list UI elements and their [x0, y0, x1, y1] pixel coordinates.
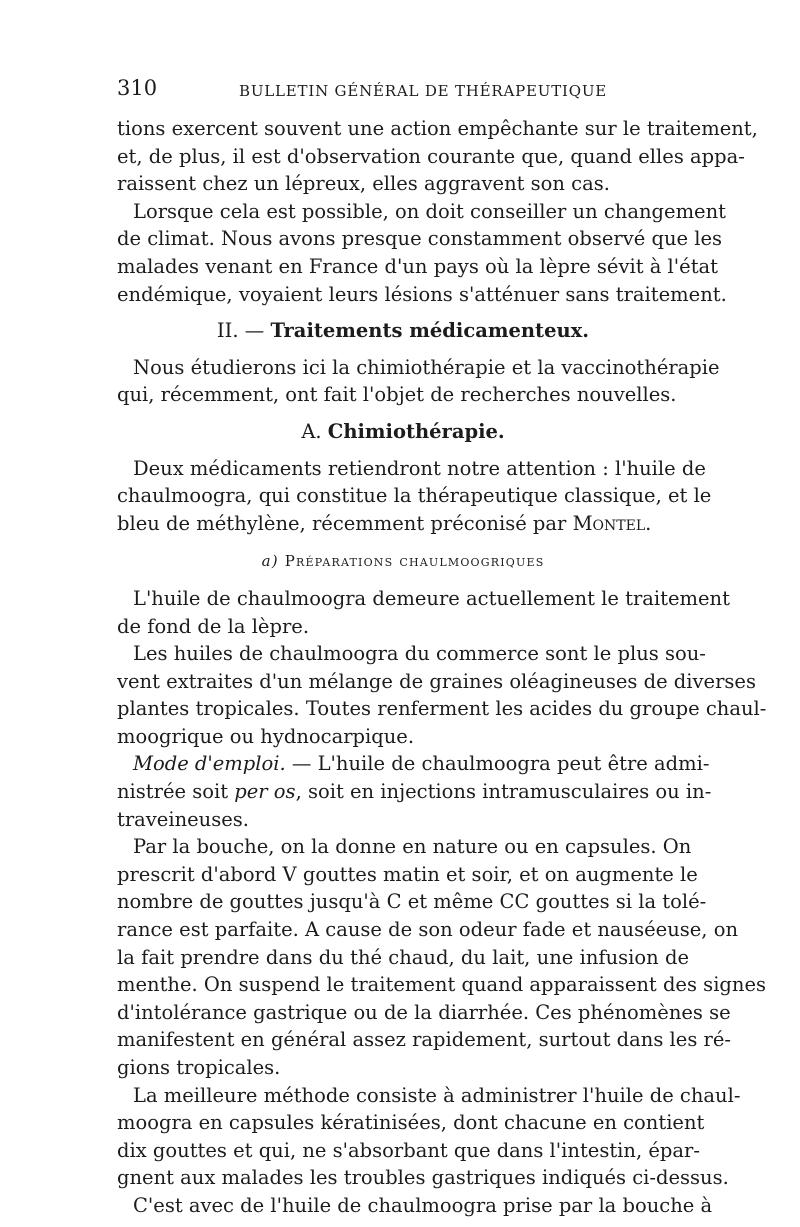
text-line: gnent aux malades les troubles gastriques indiqués ci-dessus. [117, 1166, 729, 1190]
text-line: prescrit d'abord V gouttes matin et soir, et on augmente le [117, 862, 698, 886]
text-line: la fait prendre dans du thé chaud, du lait, une infusion de [117, 945, 689, 969]
text-line: L'huile de chaulmoogra demeure actuellement le traitement [133, 586, 730, 610]
text-line: raissent chez un lépreux, elles aggravent son cas. [117, 172, 610, 196]
text-line: endémique, voyaient leurs lésions s'atténuer sans traitement. [117, 282, 727, 306]
section-heading-a [117, 418, 689, 446]
body-text [117, 115, 767, 1220]
text-line: nombre de gouttes jusqu'à C et même CC gouttes si la tolé- [117, 890, 707, 914]
text-line: plantes tropicales. Toutes renferment les acides du groupe chaul- [117, 697, 767, 721]
section-number: A. [301, 419, 322, 443]
subsection-heading [117, 548, 689, 576]
text-line [117, 778, 712, 806]
page-number: 310 [117, 76, 158, 100]
text-fragment: bleu de méthylène, récemment préconisé par [117, 511, 567, 535]
section-heading-ii [117, 317, 689, 345]
subsection-title: Préparations chaulmoogriques [284, 552, 545, 571]
text-line: manifestent en général assez rapidement, surtout dans les ré- [117, 1028, 731, 1052]
text-line: Deux médicaments retiendront notre attention : l'huile de [133, 456, 706, 480]
text-line: La meilleure méthode consiste à administrer l'huile de chaul- [133, 1083, 741, 1107]
text-line: Par la bouche, on la donne en nature ou en capsules. On [133, 835, 692, 859]
text-line: Lorsque cela est possible, on doit conseiller un changement [133, 199, 726, 223]
running-title: BULLETIN GÉNÉRAL DE THÉRAPEUTIQUE [239, 82, 608, 100]
section-title: Traitements médicamenteux. [270, 319, 590, 343]
text-line: de climat. Nous avons presque constamment observé que les [117, 227, 723, 251]
text-line: qui, récemment, ont fait l'objet de recherches nouvelles. [117, 383, 677, 407]
page-header [117, 76, 687, 102]
text-line: malades venant en France d'un pays où la lèpre sévit à l'état [117, 254, 718, 278]
text-line: Nous étudierons ici la chimiothérapie et la vaccinothérapie [133, 355, 720, 379]
text-line: vent extraites d'un mélange de graines oléagineuses de diverses [117, 669, 756, 693]
text-line: de fond de la lèpre. [117, 614, 310, 638]
text-line: dix gouttes et qui, ne s'absorbant que dans l'intestin, épar- [117, 1138, 700, 1162]
text-fragment: nistrée soit [117, 780, 235, 804]
section-title: Chimiothérapie. [327, 419, 505, 443]
text-line: gions tropicales. [117, 1056, 281, 1079]
text-line [117, 750, 710, 778]
section-number: II. — [216, 319, 265, 343]
author-name: Montel. [572, 511, 652, 535]
text-line: moogra en capsules kératinisées, dont chacune en contient [117, 1111, 705, 1135]
text-line: tions exercent souvent une action empêchante sur le traitement, [117, 117, 758, 140]
text-line: Les huiles de chaulmoogra du commerce sont le plus sou- [133, 642, 706, 666]
text-line: chaulmoogra, qui constitue la thérapeutique classique, et le [117, 484, 712, 508]
italic-term: per os [234, 780, 296, 804]
text-fragment: — L'huile de chaulmoogra peut être admi- [285, 752, 710, 776]
text-line: et, de plus, il est d'observation courante que, quand elles appa- [117, 144, 745, 168]
text-fragment: , soit en injections intramusculaires ou in- [295, 780, 712, 804]
text-line: menthe. On suspend le traitement quand apparaissent des signes [117, 973, 767, 997]
italic-lead: Mode d'emploi. [133, 752, 286, 776]
subsection-label: a) [261, 552, 279, 571]
text-line: rance est parfaite. A cause de son odeur fade et nauséeuse, on [117, 918, 739, 942]
text-line: moogrique ou hydnocarpique. [117, 724, 415, 748]
text-line [117, 510, 689, 538]
text-line: d'intolérance gastrique ou de la diarrhée. Ces phénomènes se [117, 1000, 731, 1024]
text-line: C'est avec de l'huile de chaulmoogra prise par la bouche à [133, 1193, 713, 1217]
text-line: traveineuses. [117, 807, 249, 831]
